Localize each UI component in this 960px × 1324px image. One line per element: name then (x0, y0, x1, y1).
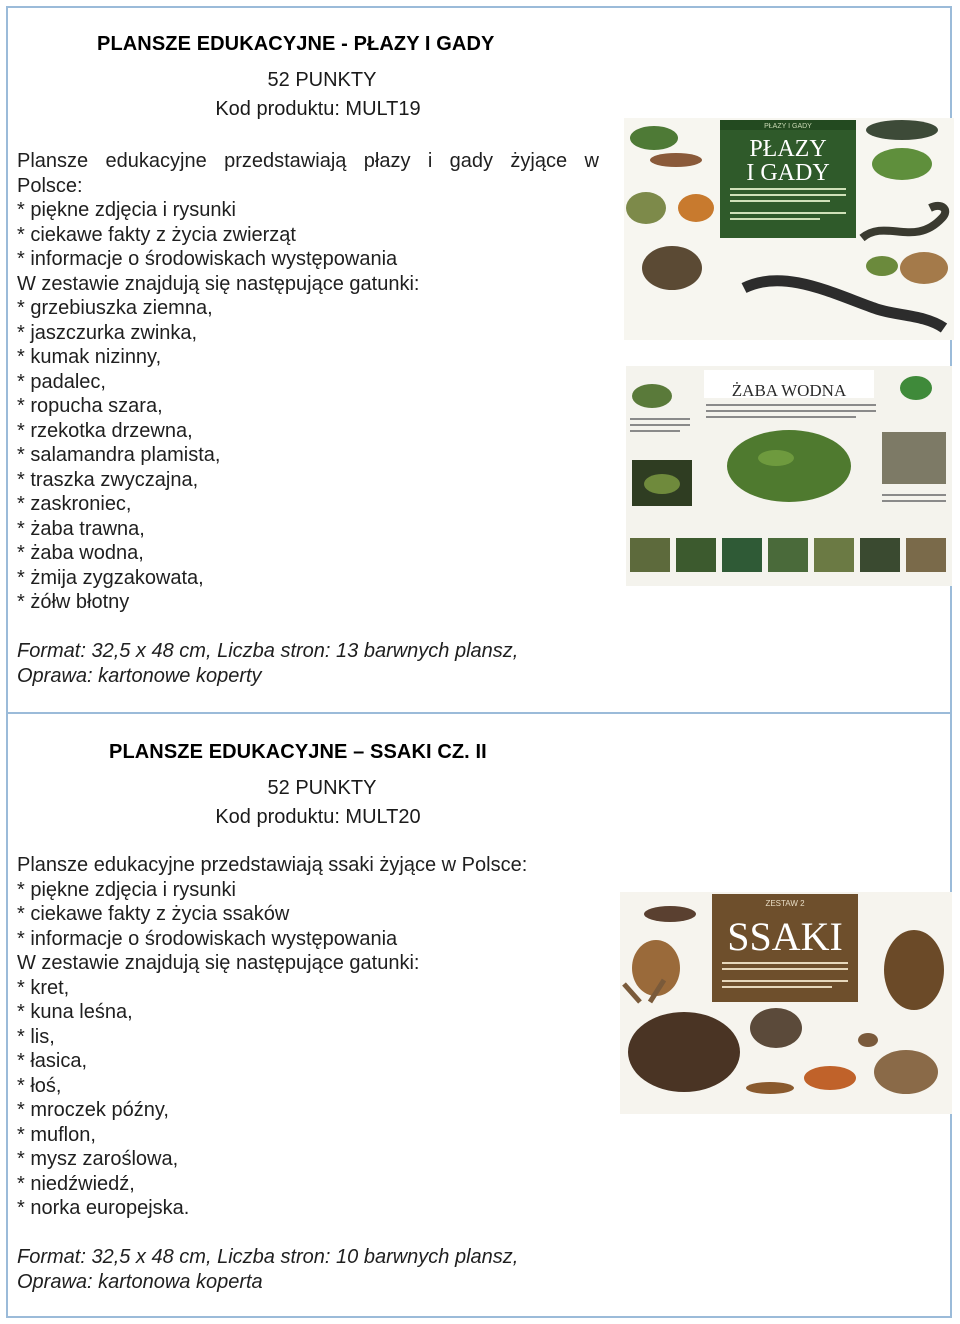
feature-item: * informacje o środowiskach występowania (17, 248, 398, 270)
species-heading: W zestawie znajdują się następujące gatunki: (17, 272, 420, 295)
species-item: * niedźwiedź, (17, 1172, 135, 1195)
feature-item: * ciekawe fakty z życia ssaków (17, 903, 290, 925)
feature-item: * informacje o środowiskach występowania (17, 927, 398, 950)
format-line: Format: 32,5 x 48 cm, Liczba stron: 13 barwnych plansz, (17, 640, 519, 662)
species-item: * jaszczurka zwinka, (17, 321, 198, 344)
cover-title-line: PŁAZY (749, 136, 827, 162)
newt-illustration (678, 194, 714, 222)
product-title: PLANSZE EDUKACYJNE - PŁAZY I GADY (97, 33, 495, 55)
species-item: * muflon, (17, 1123, 96, 1146)
sheet-thumbnail (722, 538, 762, 572)
binding-line: Oprawa: kartonowe koperty (17, 664, 262, 687)
sheet-thumbnail (860, 538, 900, 572)
word: gady (449, 150, 494, 172)
product-points: 52 PUNKTY (267, 69, 377, 91)
sheet-title: ŻABA WODNA (731, 381, 847, 400)
mole-illustration (750, 1008, 802, 1048)
feature-item: * piękne zdjęcia i rysunki (17, 199, 236, 221)
species-item: * zaskroniec, (17, 493, 132, 515)
species-item: * mroczek późny, (17, 1099, 169, 1121)
species-item: * żaba wodna, (17, 542, 144, 564)
species-item: * traszka zwyczajna, (17, 468, 199, 491)
sheet-thumbnail (676, 538, 716, 572)
mammals-cover-image (620, 892, 952, 1114)
moose-illustration (628, 1012, 740, 1092)
word: Plansze (17, 150, 89, 172)
species-heading: W zestawie znajdują się następujące gatunki: (17, 952, 420, 974)
water-frog-sheet-image (626, 366, 952, 586)
word: przedstawiają (224, 150, 347, 172)
product-code: Kod produktu: MULT19 (215, 98, 421, 120)
species-item: * kumak nizinny, (17, 346, 162, 368)
feature-item: * piękne zdjęcia i rysunki (17, 878, 236, 901)
product-description (17, 149, 599, 615)
word: płazy (363, 150, 411, 172)
species-item: * żmija zygzakowata, (17, 566, 204, 589)
word: żyjące (510, 150, 568, 172)
salamander-illustration (650, 153, 702, 167)
mouse-illustration (858, 1033, 878, 1047)
sheet-thumbnail (814, 538, 854, 572)
word: i (427, 150, 433, 172)
species-item: * ropucha szara, (17, 395, 163, 417)
species-item: * kuna leśna, (17, 1001, 133, 1023)
cover-title-line: I GADY (746, 160, 830, 186)
weasel-illustration (746, 1082, 794, 1094)
description-line: Polsce: (17, 174, 83, 197)
product-format (17, 639, 518, 688)
frog-illustration (900, 376, 932, 400)
sheet-thumbnail (906, 538, 946, 572)
fox-illustration (804, 1066, 856, 1090)
product-description (17, 853, 527, 1221)
species-item: * rzekotka drzewna, (17, 419, 193, 442)
lizard-illustration (866, 256, 898, 276)
cover-top-label: PŁAZY I GADY (764, 123, 812, 130)
species-item: * padalec, (17, 370, 106, 393)
bear-illustration (884, 930, 944, 1010)
species-item: * salamandra plamista, (17, 444, 221, 466)
marmot-illustration (632, 940, 680, 996)
sheet-thumbnail (768, 538, 808, 572)
frog-illustration (872, 148, 932, 180)
product-points: 52 PUNKTY (267, 777, 377, 799)
format-line: Format: 32,5 x 48 cm, Liczba stron: 10 barwnych plansz, (17, 1246, 519, 1268)
word: w (584, 150, 599, 172)
sheet-thumbnail (630, 538, 670, 572)
species-item: * norka europejska. (17, 1197, 190, 1219)
feature-item: * ciekawe fakty z życia zwierząt (17, 223, 296, 246)
product-format (17, 1245, 518, 1294)
frog-illustration (630, 126, 678, 150)
species-item: * lis, (17, 1025, 55, 1048)
frog-illustration (632, 384, 672, 408)
species-item: * grzebiuszka ziemna, (17, 297, 213, 319)
frog-illustration (727, 430, 851, 502)
binding-line: Oprawa: kartonowa koperta (17, 1270, 263, 1293)
species-item: * żółw błotny (17, 591, 130, 613)
product-code: Kod produktu: MULT20 (215, 806, 421, 828)
frog-skin-photo (882, 432, 946, 484)
amphibians-cover-image (624, 118, 954, 340)
description-line: Plansze edukacyjne przedstawiają ssaki żyjące w Polsce: (17, 854, 528, 876)
frog-illustration (900, 252, 948, 284)
mouflon-illustration (874, 1050, 938, 1094)
word: edukacyjne (105, 150, 207, 172)
toad-illustration (626, 192, 666, 224)
description-intro-line (17, 149, 599, 174)
product-title: PLANSZE EDUKACYJNE – SSAKI CZ. II (109, 741, 487, 763)
turtle-illustration (642, 246, 702, 290)
bat-illustration (644, 906, 696, 922)
species-item: * żaba trawna, (17, 517, 145, 540)
species-item: * łoś, (17, 1074, 62, 1097)
cover-title: SSAKI (727, 914, 843, 959)
cover-top-label: ZESTAW 2 (765, 899, 805, 908)
species-item: * kret, (17, 976, 70, 999)
species-item: * mysz zaroślowa, (17, 1148, 179, 1170)
species-item: * łasica, (17, 1050, 88, 1072)
frog-illustration (866, 120, 938, 140)
